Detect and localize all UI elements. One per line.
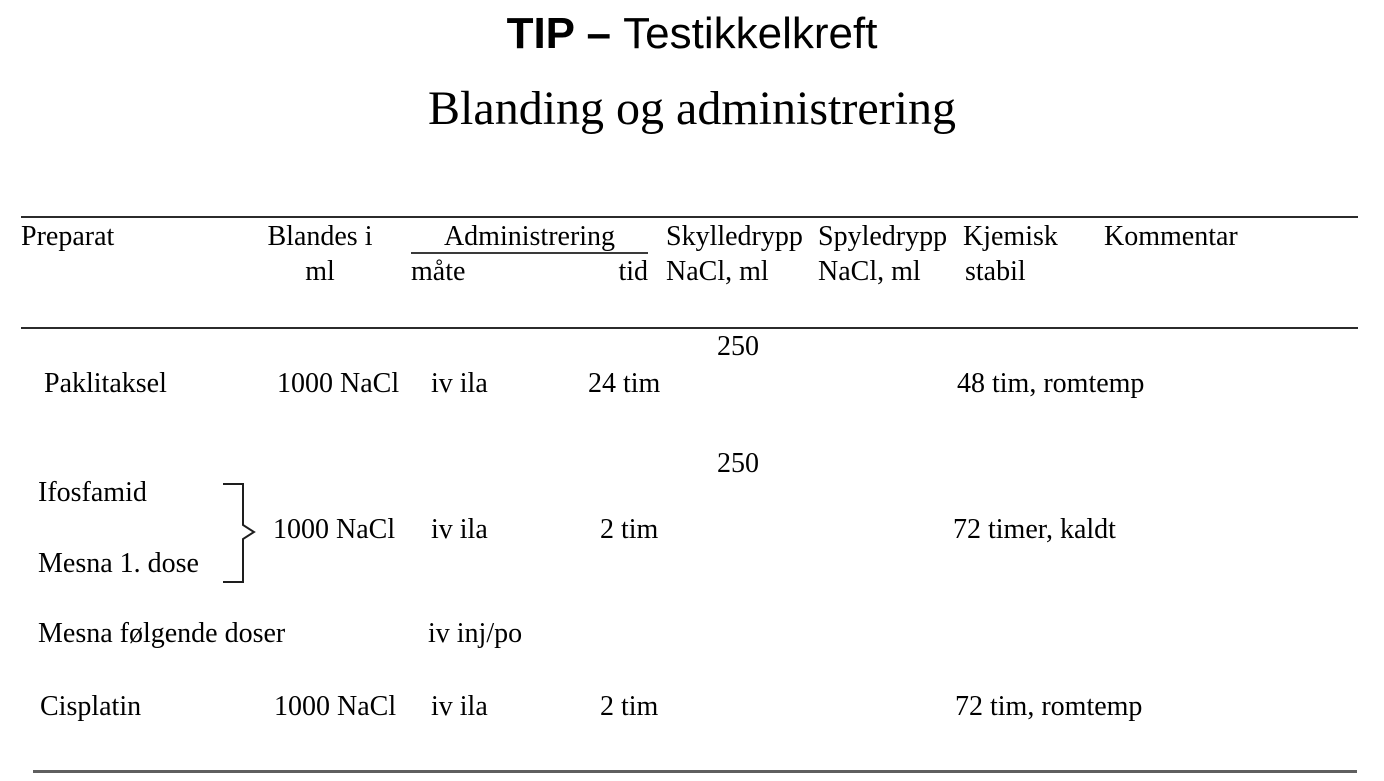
cell-tid: 2 tim <box>600 691 659 722</box>
header-administrering-maate: måte <box>411 256 466 287</box>
cell-maate: iv ila <box>431 514 488 545</box>
cell-kjemisk-stabil: 72 timer, kaldt <box>953 514 1116 545</box>
cell-tid: 2 tim <box>600 514 659 545</box>
cell-preparat: Cisplatin <box>40 691 142 722</box>
cell-skylledrypp: 250 <box>717 331 759 362</box>
cell-tid: 24 tim <box>588 368 661 399</box>
header-blandes-line1: Blandes i <box>267 221 373 252</box>
page-title <box>0 8 1384 60</box>
cell-blandes: 1000 NaCl <box>274 691 397 722</box>
header-preparat: Preparat <box>21 221 115 252</box>
cell-blandes: 1000 NaCl <box>273 514 396 545</box>
title-protocol-code: TIP – <box>506 9 624 58</box>
header-blandes-line2: ml <box>305 256 335 287</box>
header-kjemisk-line2: stabil <box>965 256 1026 287</box>
cell-blandes: 1000 NaCl <box>277 368 400 399</box>
cell-skylledrypp: 250 <box>717 448 759 479</box>
table-header-rule <box>21 327 1358 329</box>
cell-maate: iv ila <box>431 691 488 722</box>
cell-maate: iv ila <box>431 368 488 399</box>
cell-preparat: Paklitaksel <box>44 368 167 399</box>
header-skylledrypp-line1: Skylledrypp <box>666 221 803 252</box>
header-skylledrypp-line2: NaCl, ml <box>666 256 769 287</box>
header-kommentar: Kommentar <box>1104 221 1238 252</box>
header-administrering-tid: tid <box>618 256 648 287</box>
cell-kjemisk-stabil: 72 tim, romtemp <box>955 691 1143 722</box>
header-administrering-group: Administrering <box>443 221 616 252</box>
title-diagnosis: Testikkelkreft <box>623 9 878 58</box>
cell-preparat: Mesna følgende doser <box>38 618 286 649</box>
cell-preparat-mesna-dose1: Mesna 1. dose <box>38 548 199 579</box>
cell-preparat-ifosfamid: Ifosfamid <box>38 477 147 508</box>
table-top-rule <box>21 216 1358 218</box>
cell-kjemisk-stabil: 48 tim, romtemp <box>957 368 1145 399</box>
table-bottom-rule <box>33 770 1357 773</box>
page-subtitle: Blanding og administrering <box>428 82 956 135</box>
header-spyledrypp-line1: Spyledrypp <box>818 221 948 252</box>
header-spyledrypp-line2: NaCl, ml <box>818 256 921 287</box>
header-kjemisk-line1: Kjemisk <box>963 221 1058 252</box>
cell-maate: iv inj/po <box>428 618 523 649</box>
group-bracket <box>220 481 260 585</box>
